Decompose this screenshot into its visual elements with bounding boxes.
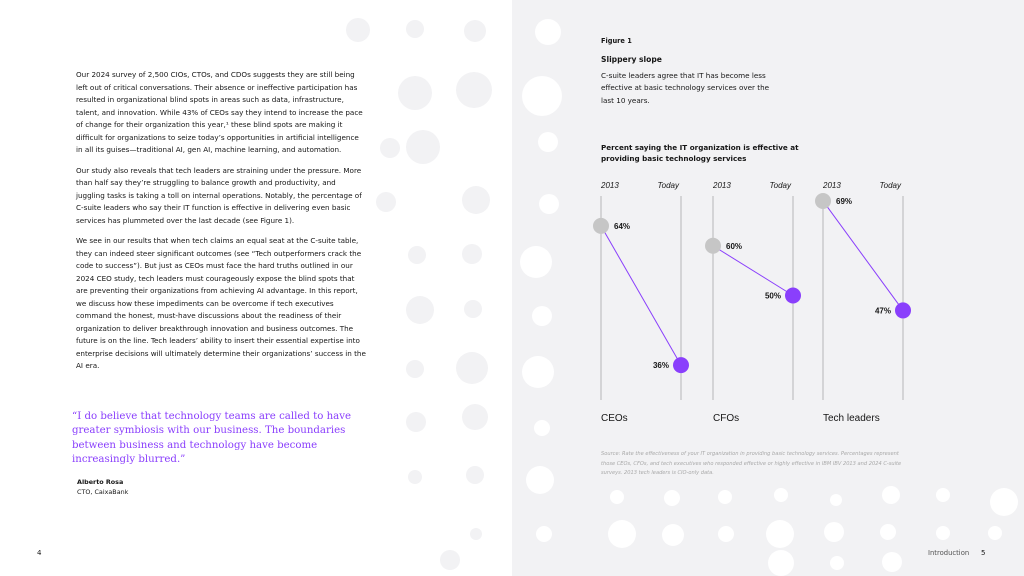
tick-label-start: 2013 — [823, 181, 841, 190]
decor-dot — [440, 550, 460, 570]
decor-dot — [462, 244, 482, 264]
decor-dot — [406, 20, 424, 38]
data-label-end: 47% — [874, 306, 891, 316]
data-point-end — [673, 357, 689, 373]
page-number-right: 5 — [981, 549, 986, 557]
data-label-end: 36% — [652, 361, 669, 371]
quote-attribution-role: CTO, CaixaBank — [77, 488, 129, 496]
data-point-start — [815, 193, 831, 209]
data-label-start: 69% — [836, 196, 853, 206]
decor-dot — [462, 404, 488, 430]
figure-title: Slippery slope — [601, 55, 662, 64]
tick-label-end: Today — [769, 181, 791, 190]
slope-chart — [512, 0, 1024, 576]
decor-dot — [456, 352, 488, 384]
figure-subtitle: C-suite leaders agree that IT has become less effective at basic technology services over the last 10 years. — [601, 71, 770, 105]
body-text — [76, 69, 366, 381]
series-line — [601, 226, 681, 365]
decor-dot — [406, 360, 424, 378]
data-point-start — [705, 238, 721, 254]
decor-dot — [470, 528, 482, 540]
decor-dot — [464, 300, 482, 318]
decor-dot — [466, 466, 484, 484]
decor-dot — [398, 76, 432, 110]
tick-label-start: 2013 — [713, 181, 731, 190]
decor-dot — [462, 186, 490, 214]
series-name-label: CFOs — [713, 413, 740, 424]
tick-label-end: Today — [879, 181, 901, 190]
data-point-start — [593, 218, 609, 234]
decor-dot — [406, 296, 434, 324]
data-point-end — [785, 288, 801, 304]
page-number-left: 4 — [37, 549, 42, 557]
decor-dot — [346, 18, 370, 42]
chart-heading: Percent saying the IT organization is effective at providing basic technology services — [601, 143, 799, 163]
data-point-end — [895, 302, 911, 318]
decor-dot — [464, 20, 486, 42]
pull-quote: “I do believe that technology teams are called to have greater symbiosis with our business. The boundaries between business and technology have become increasingly blurred.” — [72, 411, 352, 466]
series-name-label: Tech leaders — [823, 413, 880, 424]
decor-dot — [408, 246, 426, 264]
tick-label-start: 2013 — [601, 181, 619, 190]
series-name-label: CEOs — [601, 413, 628, 424]
data-label-start: 60% — [726, 241, 743, 251]
chart-source-note: Source: Rate the effectiveness of your IT organization in providing basic technology services. Percentages represent those CEOs, CFOs, and tech executives who responded effective or highly effective in IBM IBV 2013 and 2024 C-suite surveys. 2013 tech leaders is CIO-only data. — [601, 451, 902, 476]
data-label-end: 50% — [764, 291, 781, 301]
decor-dot — [406, 130, 440, 164]
quote-attribution-name: Alberto Rosa — [77, 478, 124, 486]
decor-dot — [456, 72, 492, 108]
footer-section-label: Introduction — [928, 549, 970, 557]
paragraph-3: We see in our results that when tech claims an equal seat at the C-suite table, they can indeed steer significant outcomes (see “Tech outperformers crack the code to success”). But just as CEOs must face the hard truths outlined in our 2024 CEO study, tech leaders must courageously expose the blind spots that are preventing their organizations from achieving AI advantage. In this report, we discuss how these impediments can be overcome if tech executives command the honest, must-have discussions about the readiness of their organization to deliver breakthrough innovation and business outcomes. The future is on the line. Tech leaders’ ability to insert their essential expertise into enterprise decisions will ultimately determine their organizations’ success in the AI era. — [76, 236, 366, 370]
series-line — [713, 246, 793, 296]
decor-dot — [408, 470, 422, 484]
paragraph-1: Our 2024 survey of 2,500 CIOs, CTOs, and CDOs suggests they are still being left out of critical conversations. Their absence or ineffective participation has resulted in organizational blind spots in areas such as data, infrastructure, talent, and innovation. While 43% of CEOs say they intend to increase the pace of change for their organization this year,¹ these blind spots are making it difficult for organizations to seize today’s opportunities in artificial intelligence in all its guises—traditional AI, gen AI, machine learning, and automation. — [76, 70, 363, 154]
decor-dot — [406, 412, 426, 432]
tick-label-end: Today — [657, 181, 679, 190]
decor-dot — [380, 138, 400, 158]
decor-dot — [376, 192, 396, 212]
data-label-start: 64% — [614, 221, 631, 231]
figure-label: Figure 1 — [601, 37, 632, 45]
series-line — [823, 201, 903, 310]
paragraph-2: Our study also reveals that tech leaders are straining under the pressure. More than half say they’re struggling to balance growth and productivity, and juggling tasks is taking a toll on internal operations. Notably, the percentage of C-suite leaders who say their IT function is effective in delivering even basic services has plummeted over the last decade (see Figure 1). — [76, 165, 362, 225]
